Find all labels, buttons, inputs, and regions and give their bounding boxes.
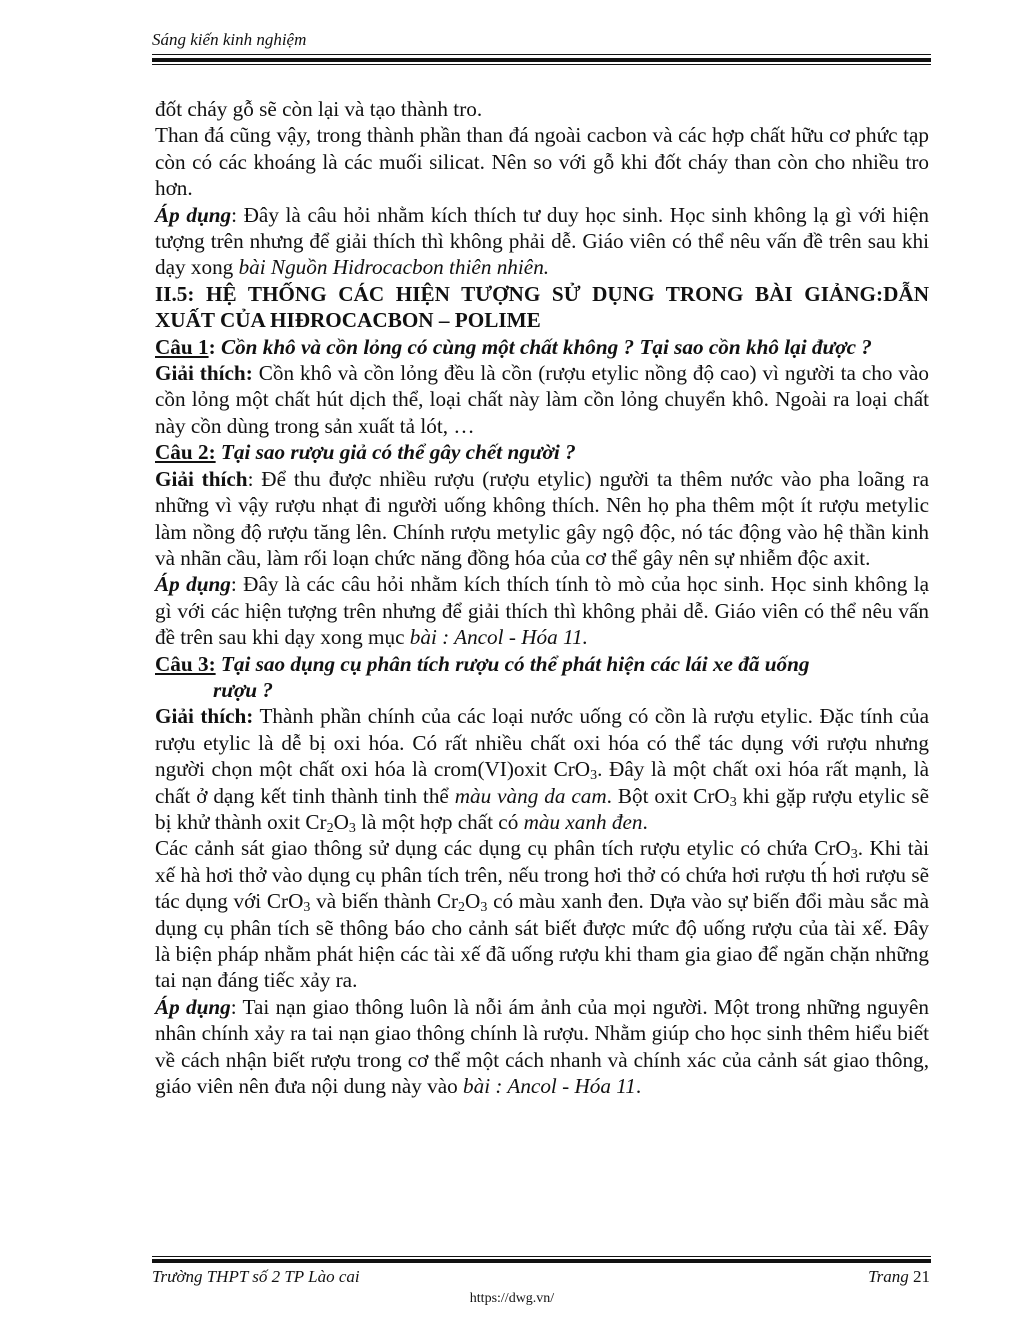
question-label: Câu 2: [155, 440, 216, 465]
page-footer [152, 1267, 930, 1287]
answer-1: Giải thích: Cồn khô và cồn lỏng đều là cồn (rượu etylic nồng độ cao) vì người ta cho vào cồn lỏng một chất hút dịch thể, loại chất này làm cồn lỏng chuyển khô. Ngoài ra loại chất này cồn dùng trong sản xuất tả lót, … [155, 361, 929, 438]
question-1: Câu 1: Cồn khô và cồn lỏng có cùng một chất không ? Tại sao cồn khô lại được ? [155, 334, 872, 359]
question-label: Câu 1 [155, 334, 209, 359]
answer-label: Giải thích [155, 466, 248, 491]
section-heading: II.5: HỆ THỐNG CÁC HIỆN TƯỢNG SỬ DỤNG TRONG BÀI GIẢNG:DẪN XUẤT CỦA HIĐROCACBON – POLIME [155, 281, 929, 333]
footer-page: Trang 21 [868, 1267, 930, 1286]
answer-2: Giải thích: Để thu được nhiều rượu (rượu etylic) người ta thêm nước vào pha loãng ra những vì vậy rượu nhạt đi người uống không thích. Nên họ pha thêm một ít rượu metylic làm nồng độ rượu tăng lên. Chính rượu metylic gây ngộ độc, nó tác động vào hệ thần kinh và nhãn cầu, làm rối loạn chức năng đồng hóa của cơ thể gây nên sự nhiễm độc axit. [155, 466, 929, 570]
paragraph: Các cảnh sát giao thông sử dụng các dụng cụ phân tích rượu etylic có chứa CrO$_3$. Khi tài xế hà hơi thở vào dụng cụ phân tích trên, nếu trong hơi thở có chứa hơi rượu th́ hơi rượu sẽ tác dụng với CrO$_3$ và biến thành $Cr_2O_3$ có màu xanh đen. Dựa vào sự biến đổi màu sắc mà dụng cụ phân tích sẽ thông báo cho cảnh sát biết được mức độ uống rượu của tài xế. Đây là biện pháp nhằm phát hiện các tài xế đã uống rượu khi tham gia giao để ngăn chặn những tai nạn đáng tiếc xảy ra. [155, 836, 929, 993]
page-number: 21 [913, 1267, 930, 1286]
source-url[interactable]: https://dwg.vn/ [469, 1291, 555, 1306]
paragraph: Than đá cũng vậy, trong thành phần than đá ngoài cacbon và các hợp chất hữu cơ phức tạp còn có các khoáng là các muối silicat. Nên so với gỗ khi đốt cháy than còn cho nhiều tro hơn. [155, 123, 929, 201]
paragraph-apply: Áp dụng: Đây là các câu hỏi nhằm kích thích tính tò mò của học sinh. Học sinh không lạ gì với các hiện tượng trên nhưng để giải thích thì không phải dễ. Giáo viên có thể nêu vấn đề trên sau khi dạy xong mục bài : Ancol - Hóa 11. [155, 572, 929, 650]
footer-divider [152, 1254, 931, 1263]
question-3: Câu 3: Tại sao dụng cụ phân tích rượu có thể phát hiện các lái xe đã uống [155, 651, 810, 676]
header-title: Sáng kiến kinh nghiệm [152, 30, 307, 49]
header-divider [152, 52, 931, 65]
apply-label: Áp dụng [155, 202, 232, 227]
question-label: Câu 3: [155, 651, 216, 676]
answer-label: Giải thích: [155, 361, 253, 386]
paragraph-apply: Áp dụng: Tai nạn giao thông luôn là nỗi ám ảnh của mọi người. Một trong những nguyên nhân chính xảy ra tai nạn giao thông chính là rượu. Nhằm giúp cho học sinh thêm hiểu biết về cách nhận biết rượu trong cơ thể một cách nhanh và chính xác của cảnh sát giao thông, giáo viên nên đưa nội dung này vào bài : Ancol - Hóa 11. [155, 994, 929, 1099]
question-2: Câu 2: Tại sao rượu giả có thể gây chết người ? [155, 440, 576, 465]
answer-3: Giải thích: Thành phần chính của các loại nước uống có cồn là rượu etylic. Đặc tính của rượu etylic là dễ bị oxi hóa. Có rất nhiều chất oxi hóa có thể tác dụng với rượu nhưng người chọn một chất oxi hóa là crom(VI)oxit CrO$_3$. Đây là một chất oxi hóa rất mạnh, là chất ở dạng kết tinh thành tinh thể màu vàng da cam. Bột oxit CrO$_3$ khi gặp rượu etylic sẽ bị khử thành oxit $Cr_2O_3$ là một hợp chất có màu xanh đen. [155, 704, 929, 836]
question-3-cont: rượu ? [213, 677, 273, 702]
apply-label: Áp dụng [155, 994, 231, 1019]
footer-school: Trường THPT số 2 TP Lào cai [152, 1267, 360, 1286]
paragraph-apply: Áp dụng: Đây là câu hỏi nhằm kích thích tư duy học sinh. Học sinh không lạ gì với hiện tượng trên nhưng để giải thích thì không phải dễ. Giáo viên có thể nêu vấn đề trên sau khi dạy xong bài Nguồn Hidrocacbon thiên nhiên. [155, 202, 930, 280]
paragraph: đốt cháy gỗ sẽ còn lại và tạo thành tro. [155, 97, 483, 121]
answer-label: Giải thích: [155, 704, 254, 729]
page-body [155, 96, 929, 1099]
page-header [152, 30, 930, 50]
apply-label: Áp dụng [155, 572, 231, 597]
